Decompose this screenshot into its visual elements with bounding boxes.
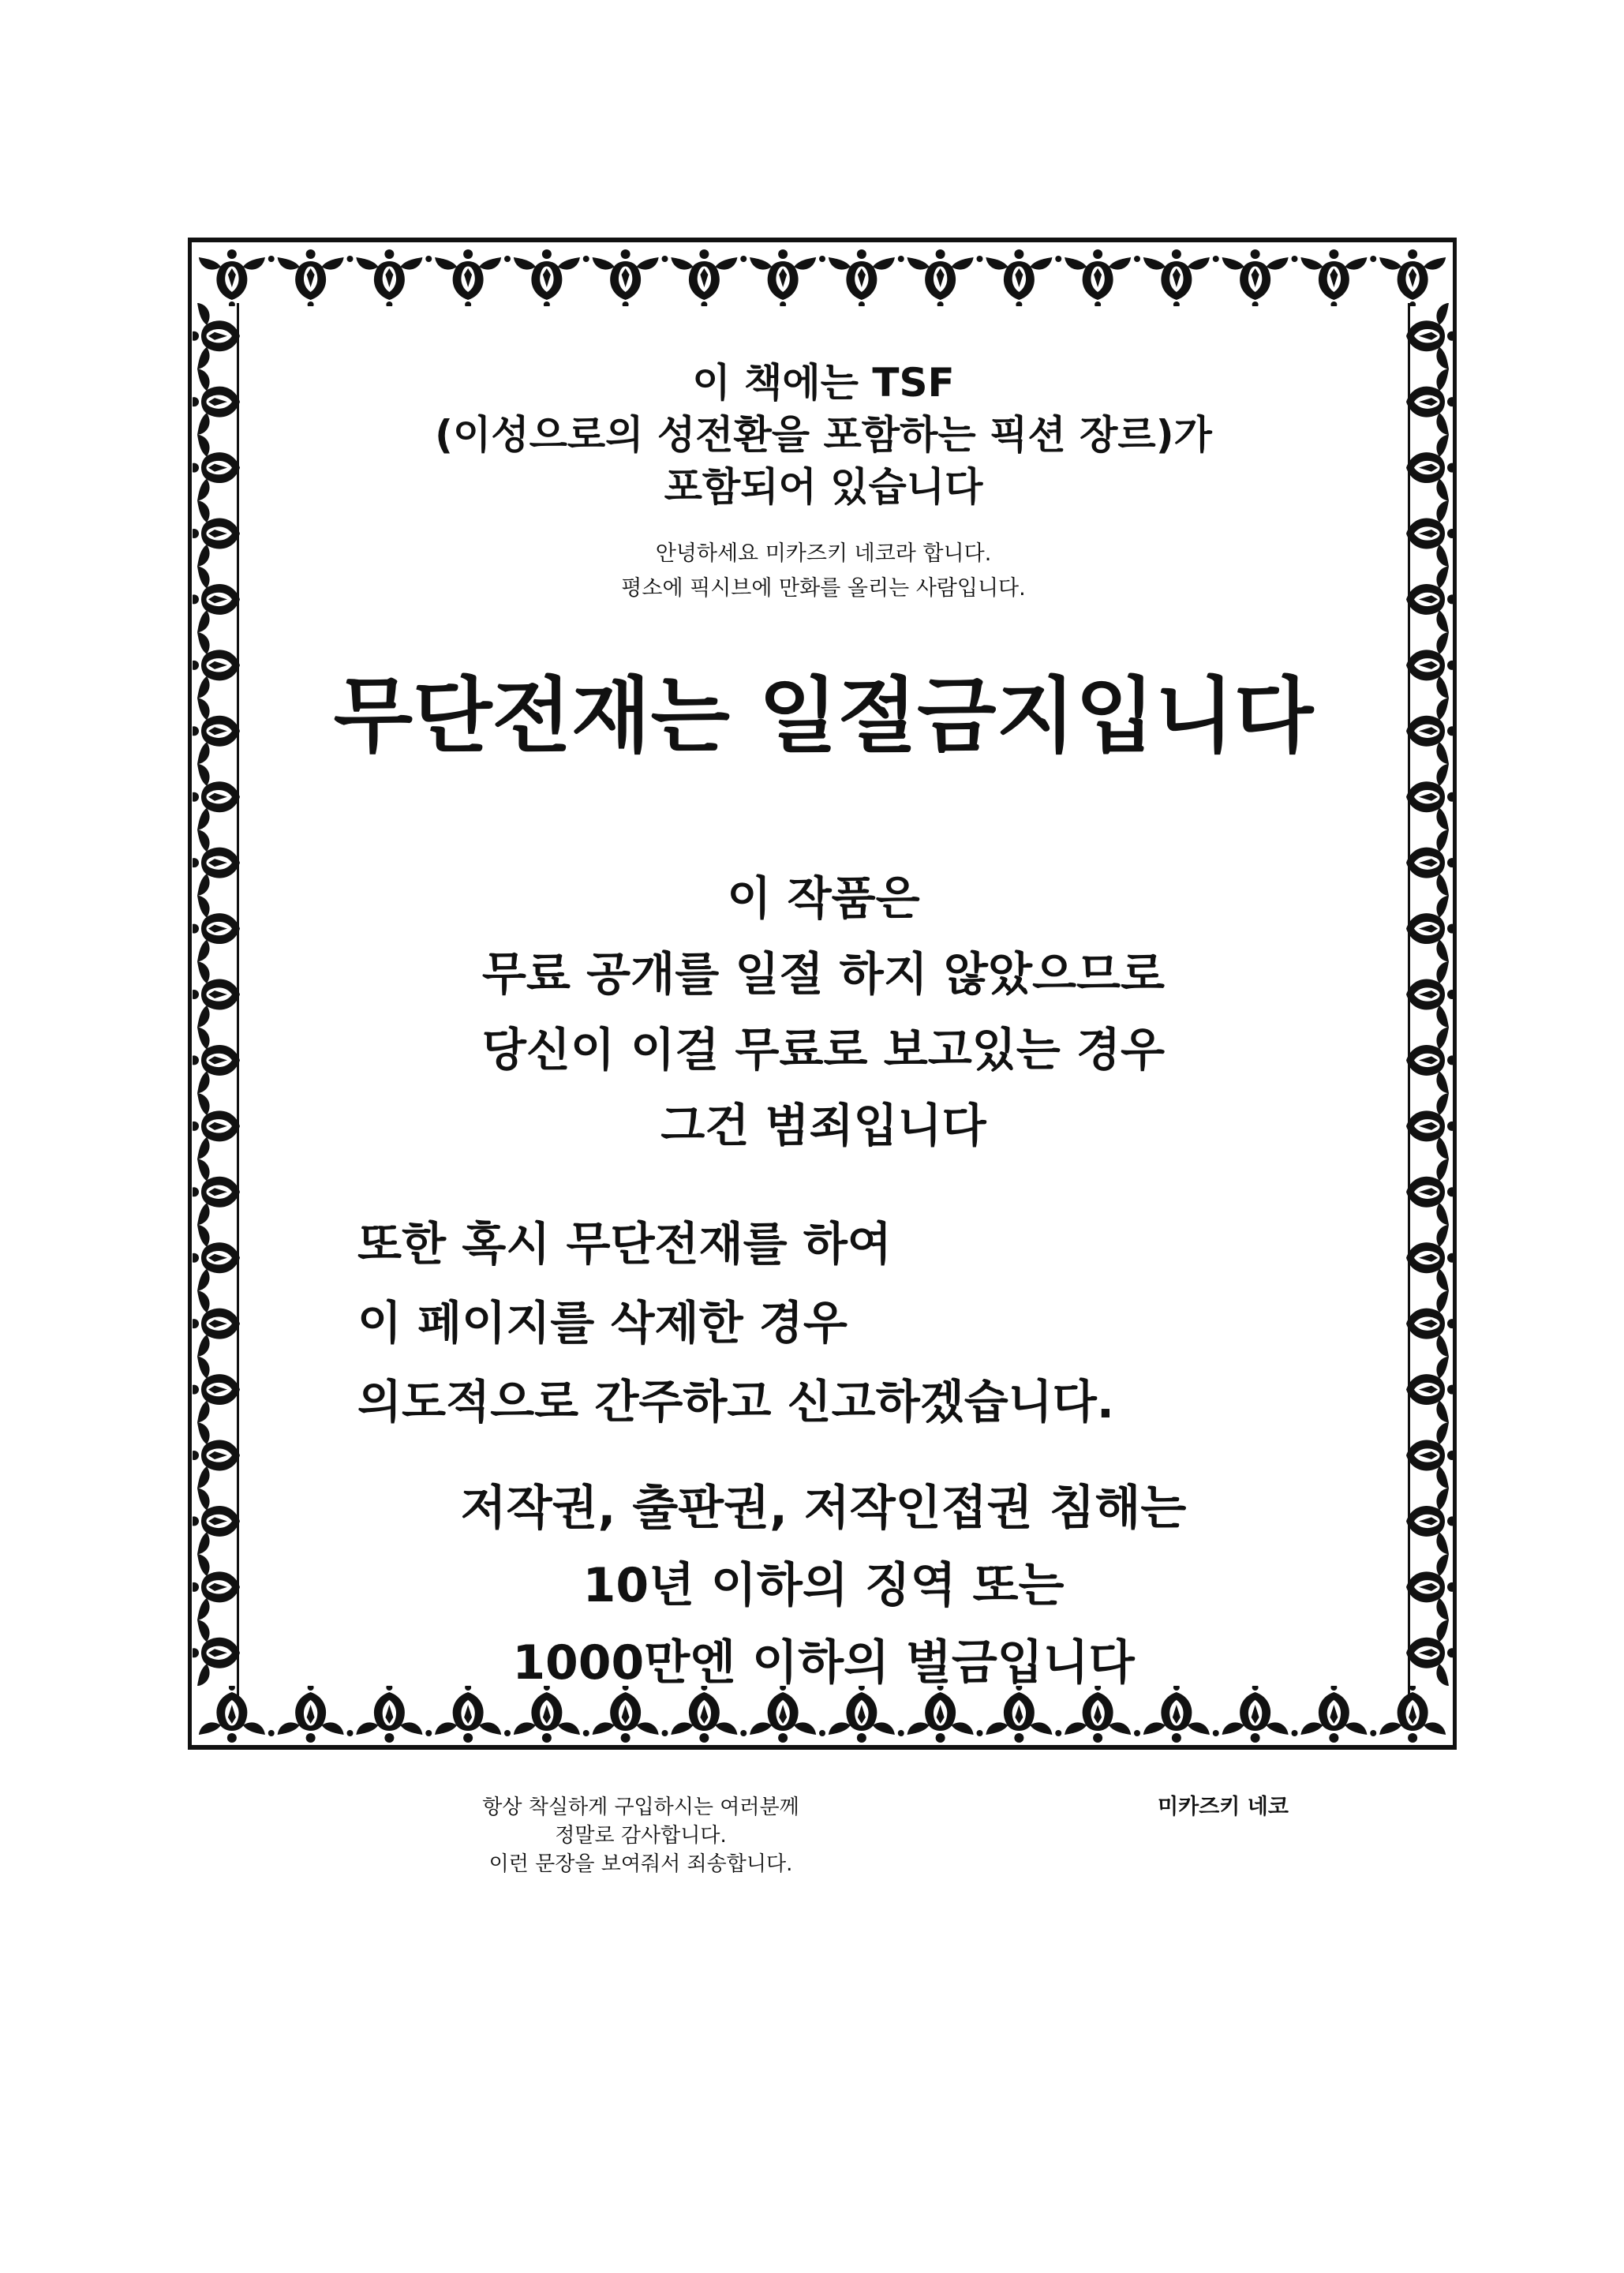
lace-motif-icon [193,435,241,501]
lace-motif-icon [193,1422,241,1488]
ornament-dot [740,256,747,262]
tsf-notice-line: 이 책에는 TSF [692,360,955,406]
lace-motif-icon [1405,829,1454,896]
ornament-dot [268,256,275,262]
deletion-warning-line: 의도적으로 간주하고 신고하겠습니다. [357,1375,1114,1429]
lace-motif-icon [1143,249,1210,306]
lace-motif-icon [1405,1554,1454,1620]
lace-motif-icon [193,632,241,698]
lace-motif-icon [193,1159,241,1225]
tsf-notice-line: 포함되어 있습니다 [664,464,983,510]
ornament-dot [504,256,511,262]
lace-motif-icon [986,249,1052,306]
lace-motif-icon [199,249,265,306]
lace-motif-icon [1405,632,1454,698]
lace-motif-icon [1405,1093,1454,1159]
right-ornament-band [1405,303,1454,1686]
lace-motif-icon [1379,249,1446,306]
ornament-dot [425,256,432,262]
ornament-dot [1292,1730,1298,1736]
lace-motif-icon [193,1225,241,1291]
lace-motif-icon [1405,1357,1454,1423]
ornament-dot [977,1730,983,1736]
lace-motif-icon [1405,1488,1454,1554]
lace-motif-icon [1405,1027,1454,1093]
lace-motif-icon [1405,1290,1454,1357]
lace-motif-icon [671,249,737,306]
copyright-penalty-line: 저작권, 출판권, 저작인접권 침해는 [460,1481,1187,1536]
ornament-dot [583,256,589,262]
lace-motif-icon [750,249,816,306]
thanks-message-line: 정말로 감사합니다. [555,1824,727,1848]
piracy-warning-line: 당신이 이걸 무료로 보고있는 경우 [481,1023,1166,1077]
lace-motif-icon [193,829,241,896]
copyright-penalty-line: 1000만엔 이하의 벌금입니다 [512,1635,1135,1691]
ornament-dot [1055,256,1061,262]
lace-motif-icon [1405,1225,1454,1291]
ornament-dot [1134,1730,1140,1736]
lace-motif-icon [193,1290,241,1357]
ornament-dot [819,1730,825,1736]
lace-motif-icon [514,249,580,306]
piracy-warning [237,860,1410,1163]
lace-motif-icon [1405,500,1454,567]
ornament-dot [1134,256,1140,262]
lace-motif-icon [193,764,241,830]
thanks-message-line: 이런 문장을 보여줘서 죄송합니다. [488,1852,793,1876]
lace-motif-icon [1405,369,1454,435]
ornament-dot [898,256,904,262]
lace-motif-icon [1405,1620,1454,1686]
lace-motif-icon [1405,303,1454,369]
tsf-notice-line: (이성으로의 성전환을 포함하는 픽션 장르)가 [435,412,1212,458]
ornament-dot [1213,1730,1219,1736]
ornament-dot [1370,1730,1376,1736]
ornament-dot [1213,256,1219,262]
thanks-message-line: 항상 착실하게 구입하시는 여러분께 [482,1796,799,1819]
tsf-notice-heading [237,357,1410,513]
lace-motif-icon [1300,249,1367,306]
ornament-dot [662,1730,668,1736]
piracy-warning-line: 그건 범죄입니다 [660,1099,986,1152]
ornament-dot [662,256,668,262]
lace-motif-icon [193,1554,241,1620]
author-signature: 미카즈키 네코 [1158,1795,1289,1819]
lace-motif-icon [193,369,241,435]
ornament-dot [1292,256,1298,262]
lace-motif-icon [356,249,422,306]
lace-motif-icon [1405,764,1454,830]
main-title: 무단전재는 일절금지입니다 [333,668,1314,764]
lace-motif-icon [829,249,895,306]
lace-motif-icon [1405,566,1454,632]
lace-motif-icon [1405,1159,1454,1225]
ornament-dot [977,256,983,262]
lace-motif-icon [435,249,501,306]
ornament-dot [583,1730,589,1736]
lace-motif-icon [193,1620,241,1686]
ornament-dot [1370,256,1376,262]
lace-motif-icon [193,1093,241,1159]
lace-motif-icon [193,566,241,632]
left-ornament-band [193,303,241,1686]
lace-motif-icon [193,1027,241,1093]
lace-motif-icon [1405,961,1454,1028]
ornament-dot [425,1730,432,1736]
deletion-warning [357,1204,1383,1441]
author-intro [237,537,1410,606]
deletion-warning-line: 또한 혹시 무단전재를 하여 [357,1217,892,1271]
thanks-message [420,1793,862,1878]
lace-motif-icon [1405,698,1454,764]
lace-motif-icon [1222,249,1289,306]
ornament-dot [504,1730,511,1736]
top-ornament-band [193,243,1452,306]
lace-motif-icon [278,249,344,306]
lace-motif-icon [1405,896,1454,962]
lace-motif-icon [1405,1422,1454,1488]
deletion-warning-line: 이 페이지를 삭제한 경우 [357,1296,848,1350]
lace-motif-icon [193,961,241,1028]
lace-motif-icon [593,249,659,306]
ornament-dot [740,1730,747,1736]
ornament-dot [347,1730,354,1736]
lace-motif-icon [907,249,974,306]
ornament-dot [898,1730,904,1736]
copyright-penalty-line: 10년 이하의 징역 또는 [582,1558,1065,1613]
ornament-dot [1055,1730,1061,1736]
lace-motif-icon [193,1357,241,1423]
lace-motif-icon [193,1488,241,1554]
lace-motif-icon [1405,435,1454,501]
ornament-dot [819,256,825,262]
ornament-dot [268,1730,275,1736]
lace-motif-icon [193,500,241,567]
author-intro-line: 안녕하세요 미카즈키 네코라 합니다. [655,541,992,566]
lace-motif-icon [193,698,241,764]
author-intro-line: 평소에 픽시브에 만화를 올리는 사람입니다. [621,576,1026,601]
lace-motif-icon [193,896,241,962]
notice-content [237,303,1410,1876]
lace-motif-icon [193,303,241,369]
piracy-warning-line: 무료 공개를 일절 하지 않았으므로 [481,947,1166,1001]
ornament-dot [347,256,354,262]
lace-motif-icon [1065,249,1131,306]
piracy-warning-line: 이 작품은 [727,871,920,925]
copyright-penalty [237,1470,1410,1702]
